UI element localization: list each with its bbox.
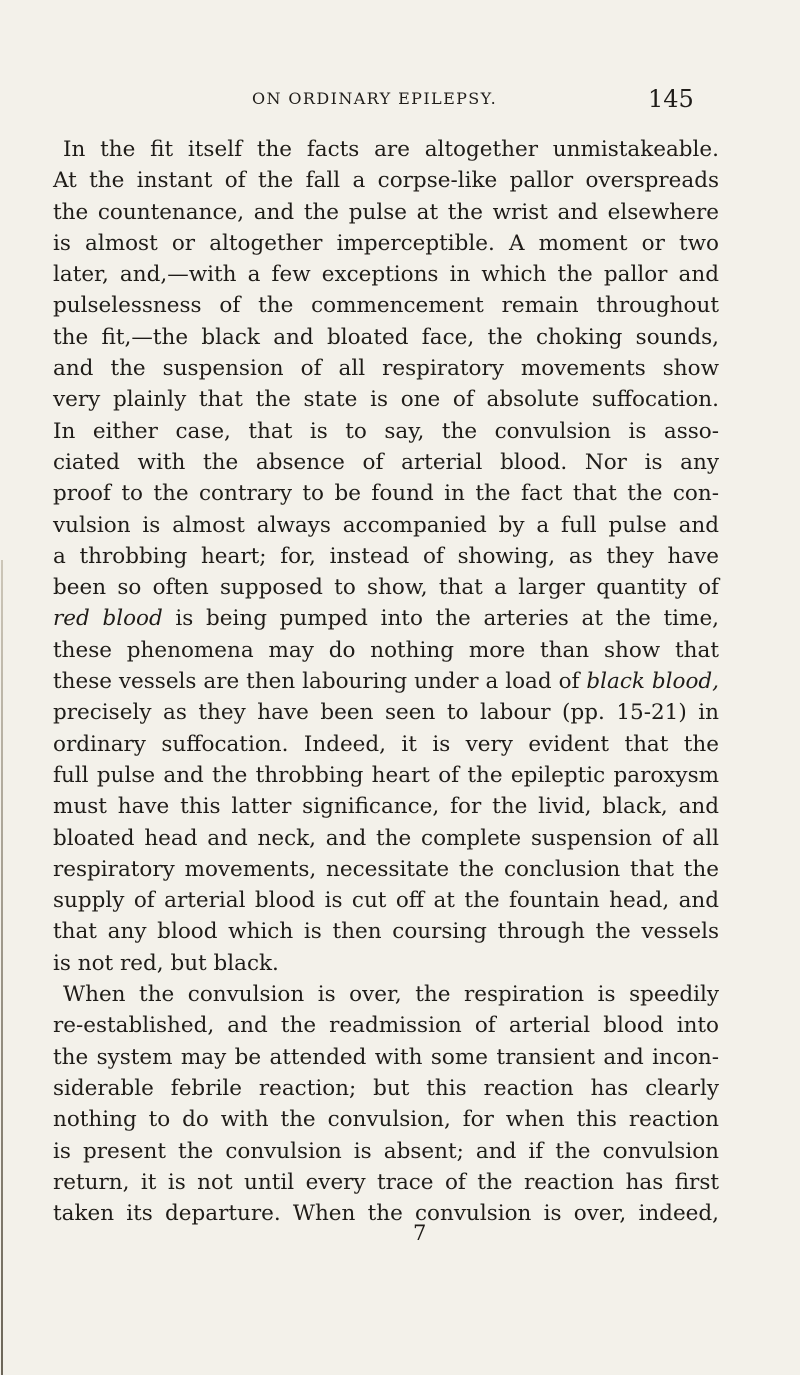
text-line: bloated head and neck, and the complete suspension of all <box>53 825 719 851</box>
text-line-red-blood <box>53 603 719 634</box>
line-rest: is being pumped into the arteries at the time, <box>162 606 719 632</box>
line-lead: these vessels are then labouring under a load of <box>53 669 587 695</box>
page-number: 145 <box>648 85 694 113</box>
text-line: At the instant of the fall a corpse-like pallor overspreads <box>53 168 719 194</box>
text-line: return, it is not until every trace of the reaction has first <box>53 1169 719 1195</box>
italic-emphasis: red blood <box>53 606 163 632</box>
text-line: re-established, and the readmission of arterial blood into <box>53 1013 719 1039</box>
text-line: proof to the contrary to be found in the fact that the con- <box>53 481 719 507</box>
text-line: In either case, that is to say, the convulsion is asso- <box>53 418 719 444</box>
text-line: is present the convulsion is absent; and if the convulsion <box>53 1138 719 1164</box>
page-header <box>0 85 800 115</box>
text-line: is almost or altogether imperceptible. A moment or two <box>53 230 719 256</box>
text-line: that any blood which is then coursing through the vessels <box>53 919 719 945</box>
text-line: later, and,—with a few exceptions in which the pallor and <box>53 262 719 288</box>
page-edge-shadow <box>1 560 3 1375</box>
text-line: siderable febrile reaction; but this reaction has clearly <box>53 1075 719 1101</box>
text-line: the fit,—the black and bloated face, the choking sounds, <box>53 324 719 350</box>
text-line: taken its departure. When the convulsion is over, indeed, <box>53 1201 719 1227</box>
text-line: pulselessness of the commencement remain throughout <box>53 293 719 319</box>
text-line: full pulse and the throbbing heart of the epileptic paroxysm <box>53 762 719 788</box>
text-line: a throbbing heart; for, instead of showing, as they have <box>53 543 719 569</box>
text-line: very plainly that the state is one of absolute suffocation. <box>53 387 719 413</box>
text-line: must have this latter significance, for the livid, black, and <box>53 794 719 820</box>
text-line: supply of arterial blood is cut off at the fountain head, and <box>53 888 719 914</box>
signature-mark: 7 <box>413 1221 427 1245</box>
text-line-black-blood <box>53 666 719 697</box>
text-line: vulsion is almost always accompanied by a full pulse and <box>53 512 719 538</box>
text-line: these phenomena may do nothing more than show that <box>53 637 719 663</box>
body-text <box>53 134 719 1229</box>
text-line: the system may be attended with some transient and incon- <box>53 1044 719 1070</box>
text-line: respiratory movements, necessitate the conclusion that the <box>53 856 719 882</box>
italic-emphasis: black blood, <box>586 669 719 695</box>
text-line: and the suspension of all respiratory movements show <box>53 356 719 382</box>
text-line: precisely as they have been seen to labour (pp. 15-21) in <box>53 700 719 726</box>
text-line: been so often supposed to show, that a larger quantity of <box>53 575 719 601</box>
text-line: nothing to do with the convulsion, for when this reaction <box>53 1107 719 1133</box>
running-head: ON ORDINARY EPILEPSY. <box>252 89 498 108</box>
text-line: is not red, but black. <box>53 950 279 976</box>
text-line: the countenance, and the pulse at the wrist and elsewhere <box>53 199 719 225</box>
text-line: ordinary suffocation. Indeed, it is very evident that the <box>53 731 719 757</box>
text-line: ciated with the absence of arterial blood. Nor is any <box>53 449 719 475</box>
text-line: When the convulsion is over, the respiration is speedily <box>63 982 719 1008</box>
text-line: In the fit itself the facts are altogether unmistakeable. <box>63 137 719 162</box>
